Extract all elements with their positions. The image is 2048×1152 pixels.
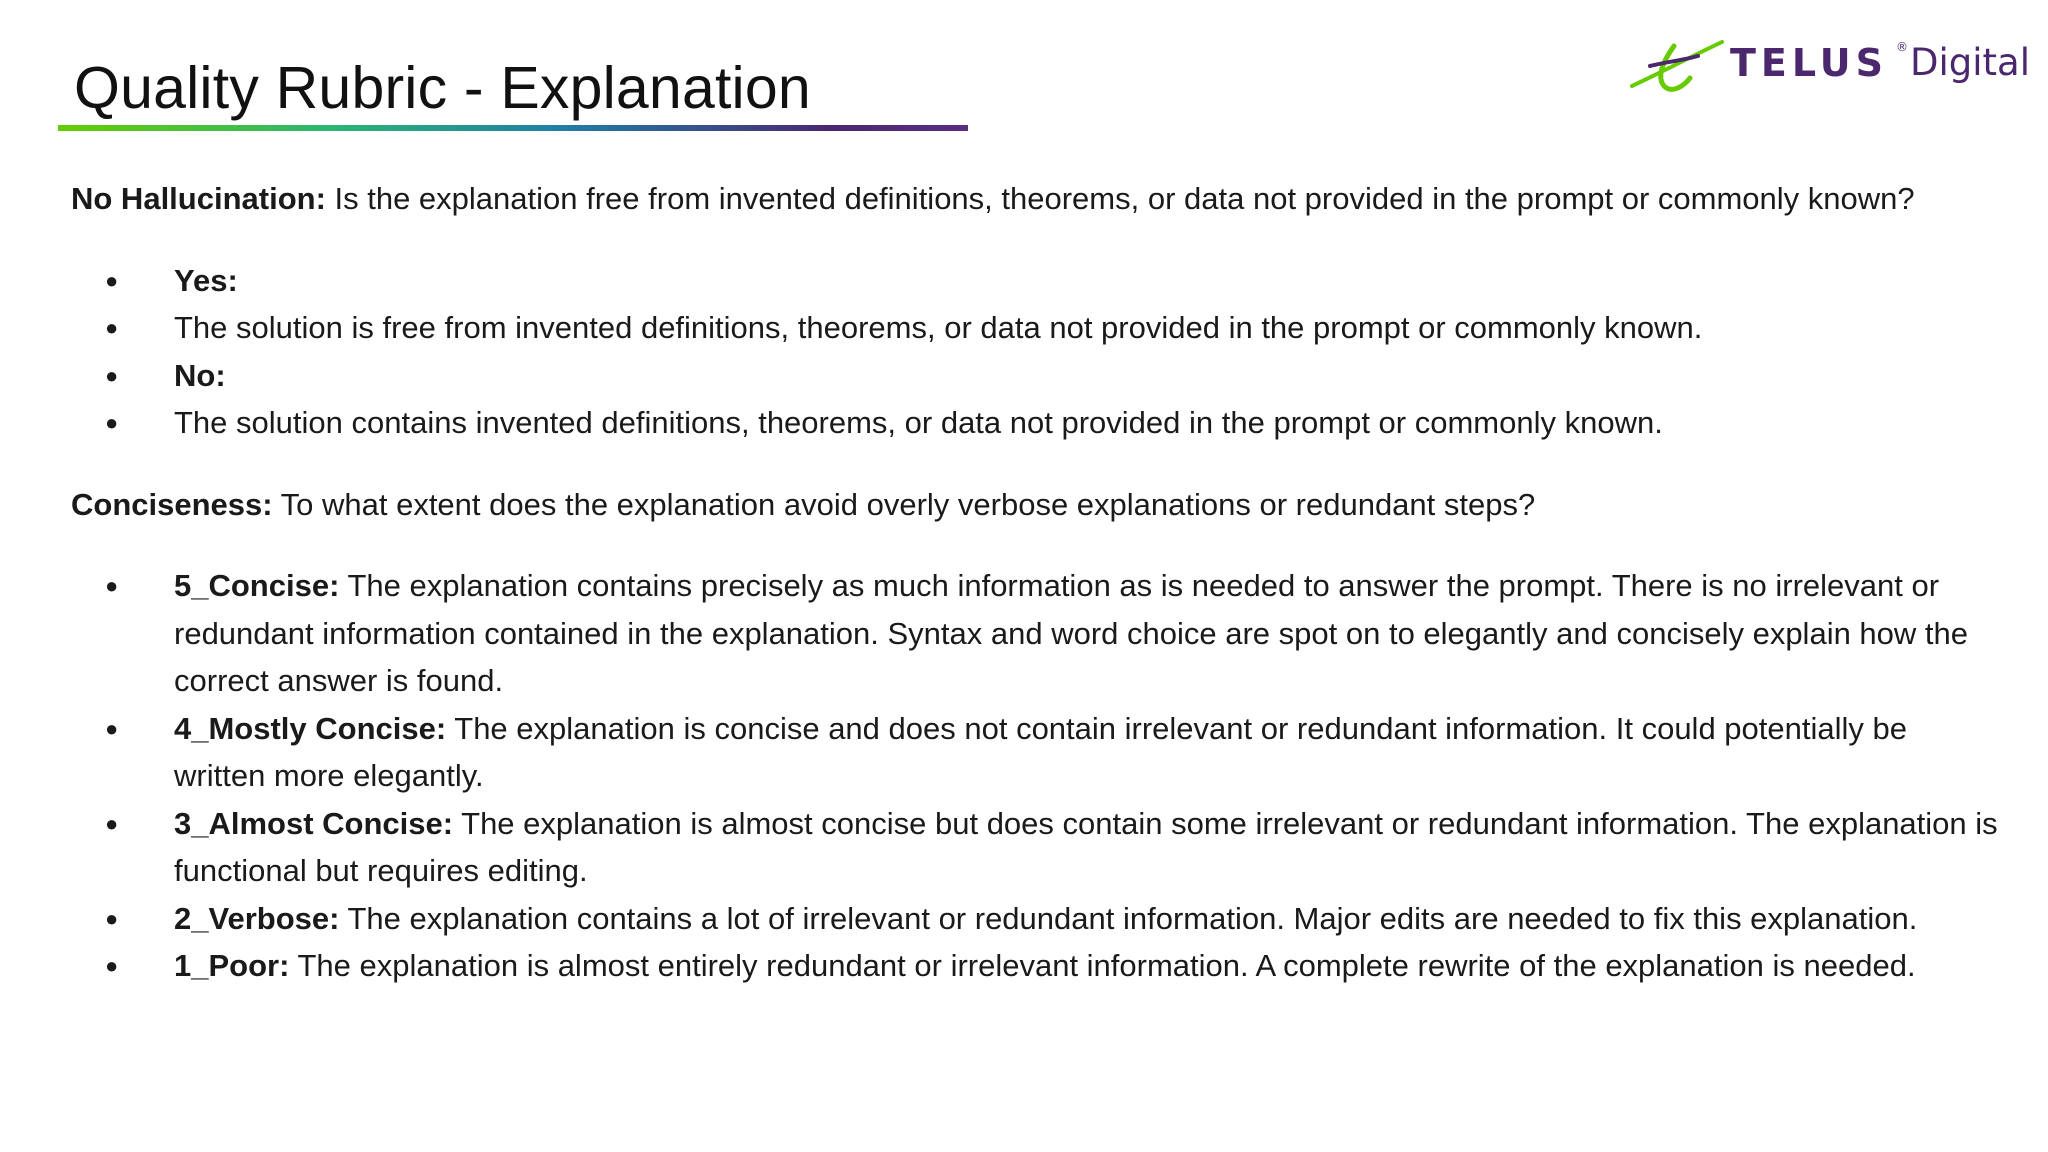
list-item — [71, 942, 2001, 990]
list-item — [71, 800, 2001, 895]
criterion-label: No Hallucination: — [71, 181, 326, 216]
criterion-question: To what extent does the explanation avoid overly verbose explanations or redundant steps? — [272, 486, 1536, 522]
logo-registered-mark: ® — [1896, 40, 1908, 54]
option-text: The explanation contains precisely as much information as is needed to answer the prompt. There is no irrelevant or redundant information contained in the explanation. Syntax and word choice are spot on to elegantly and concisely explain how the correct answer is found. — [174, 568, 1969, 698]
telus-digital-logo — [1628, 36, 2028, 98]
criterion-label: Conciseness: — [71, 486, 273, 522]
list-item — [71, 895, 2001, 943]
option-text: The solution contains invented definitions, theorems, or data not provided in the prompt or commonly known. — [174, 405, 1663, 440]
title-underline — [58, 125, 968, 131]
telus-leaf-icon — [1628, 36, 1724, 98]
option-text: The explanation is almost entirely redundant or irrelevant information. A complete rewrite of the explanation is needed. — [289, 948, 1916, 983]
option-label: 2_Verbose: — [174, 900, 340, 936]
list-item — [71, 705, 2001, 800]
page-title: Quality Rubric - Explanation — [74, 55, 811, 121]
option-label: No: — [174, 357, 226, 393]
no-hallucination-options — [71, 257, 2001, 447]
list-item — [71, 304, 2001, 352]
option-label: 4_Mostly Concise: — [174, 710, 447, 746]
option-label: Yes: — [174, 262, 238, 298]
list-item — [71, 562, 2001, 705]
no-hallucination-criterion — [71, 175, 2001, 223]
list-item — [71, 352, 2001, 400]
option-label: 1_Poor: — [174, 948, 290, 983]
list-item — [71, 257, 2001, 305]
logo-wordmark: TELUS — [1730, 41, 1888, 85]
list-item — [71, 399, 2001, 447]
option-text: The explanation contains a lot of irrelevant or redundant information. Major edits are needed to fix this explanation. — [339, 900, 1918, 936]
option-text: The explanation is almost concise but does contain some irrelevant or redundant information. The explanation is functional but requires editing. — [174, 805, 1998, 888]
criterion-question: Is the explanation free from invented definitions, theorems, or data not provided in the prompt or commonly known? — [325, 181, 1915, 216]
option-text: The solution is free from invented definitions, theorems, or data not provided in the prompt or commonly known. — [174, 310, 1703, 345]
option-label: 5_Concise: — [174, 568, 340, 603]
conciseness-criterion — [71, 481, 2001, 529]
logo-suffix: Digital — [1910, 41, 2030, 84]
rubric-content — [71, 175, 2001, 990]
conciseness-options — [71, 562, 2001, 990]
option-text: The explanation is concise and does not contain irrelevant or redundant information. It could potentially be written more elegantly. — [174, 710, 1907, 793]
option-label: 3_Almost Concise: — [174, 805, 454, 841]
